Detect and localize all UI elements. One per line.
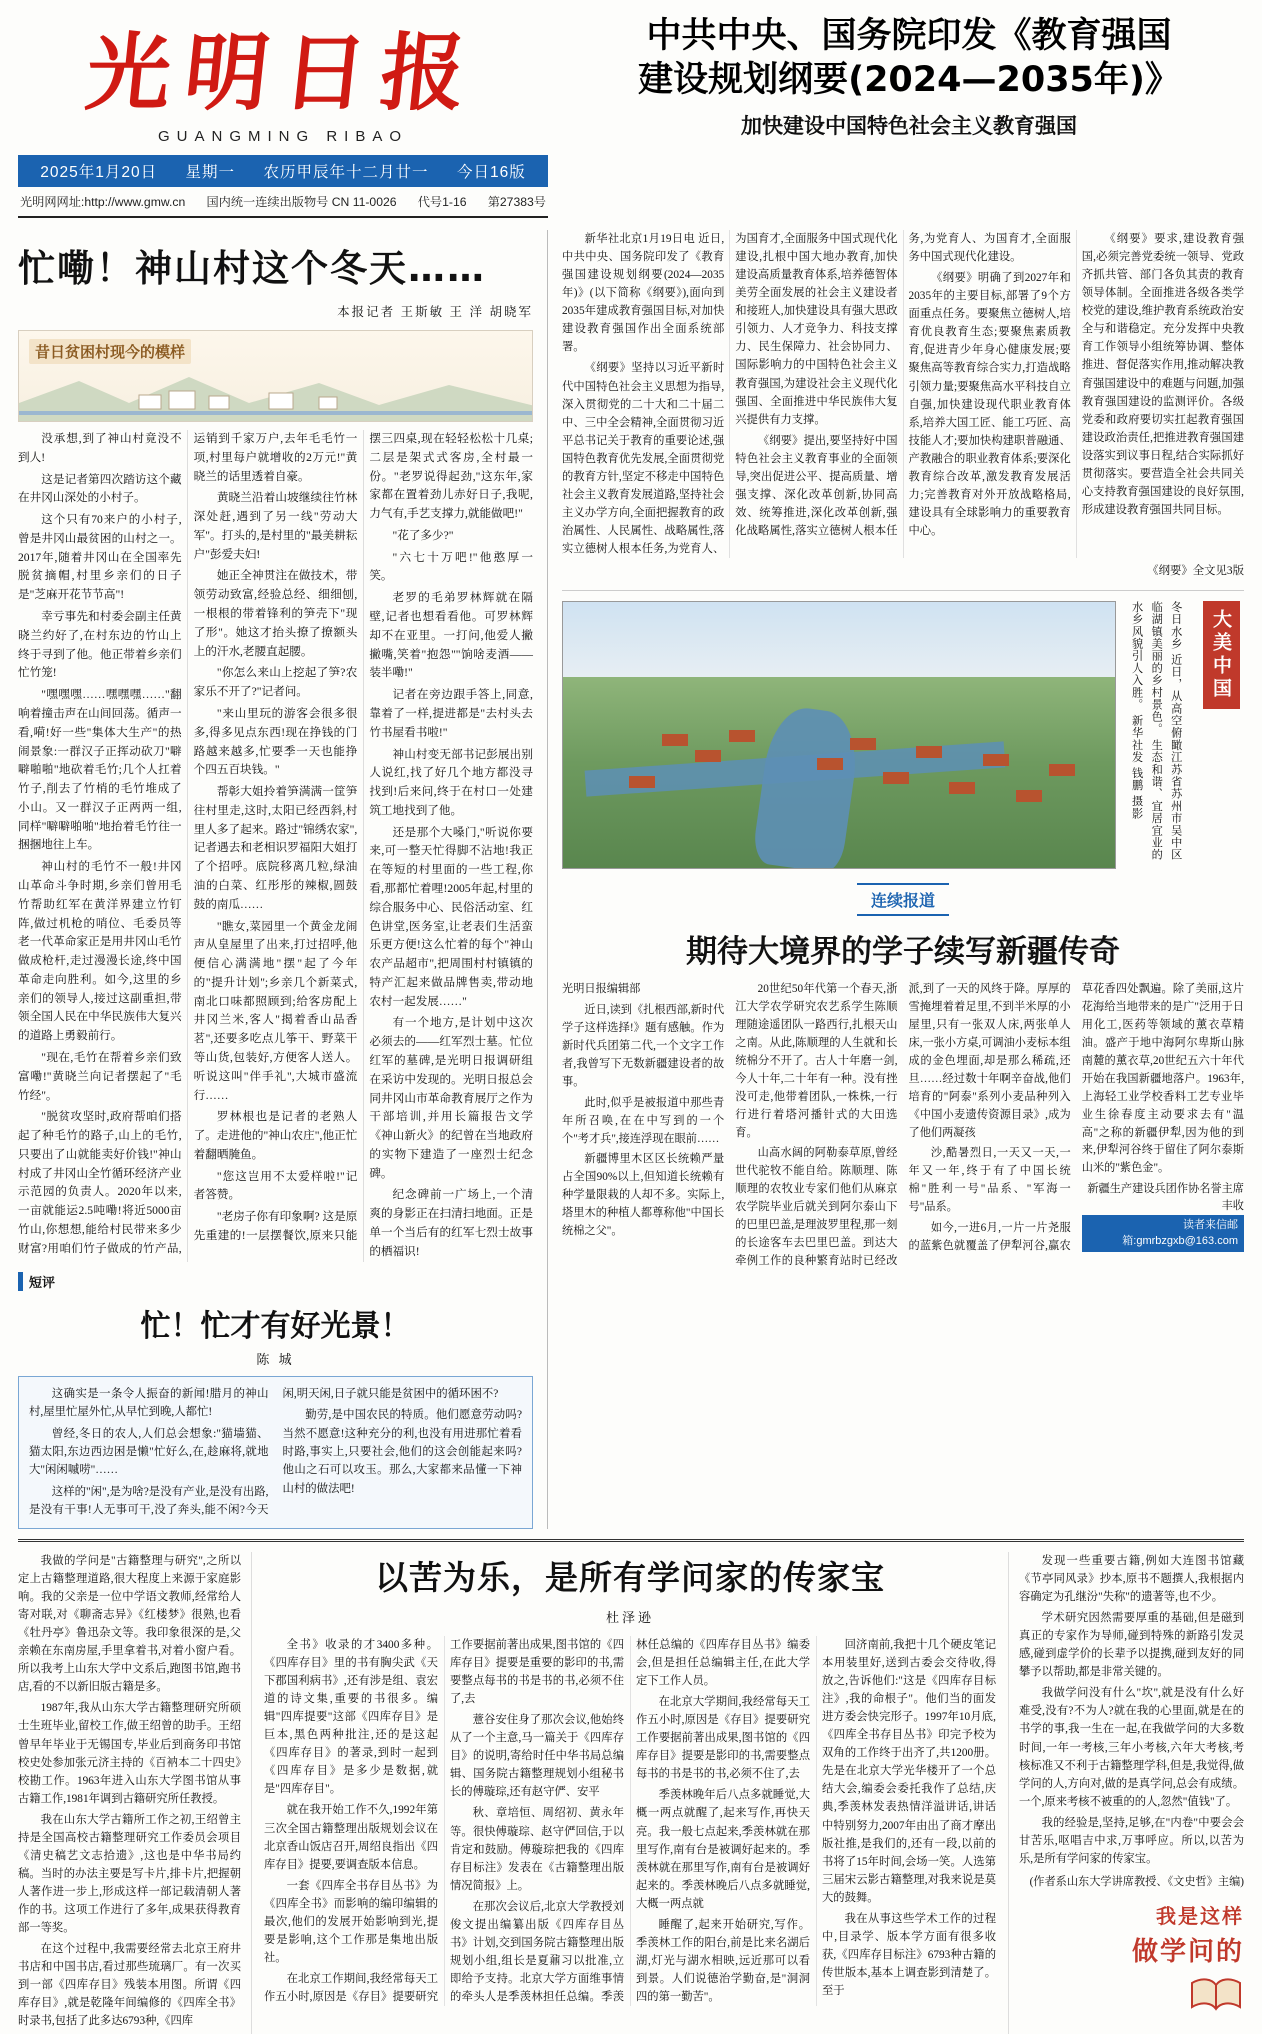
paragraph: 《纲要》坚持以习近平新时代中国特色社会主义思想为指导,深入贯彻党的二十大和二十届二中、三中全会精神,全面贯彻习近平总书记关于教育的重要论述,强国特色教育优先发展,全面贯彻党的教育方针,坚定不移走中国特色社会主义教育发展道路,坚持社会主义办学方向,全面把握教育的政治属性、人民属性、战略属性,落实立德树人根本任务,为党育人、为国育才,全面服务中国式现代化建设,扎根中国大地办教育,加快建设高质量教育体系,培养德智体美劳全面发展的社会主义建设者和接班人,加快建设具有强大思政引领力、人才竞争力、科技支撑力、民生保障力、社会协同力、国际影响力的中国特色社会主义教育强国,为建设社会主义现代化强国、全面推进中华民族伟大复兴提供有力支撑。 bbox=[562, 233, 898, 556]
photo-side-panel bbox=[1116, 601, 1244, 869]
short-comment-body bbox=[29, 1385, 522, 1520]
paragraph: 新疆博里木区区长统赖严量占全国90%以上,但知道长统赖有种学量限栽的人却不多。实际上,塔里木的种植人都尊称他"中国长统棉之父"。 bbox=[562, 1153, 725, 1238]
paragraph: 《纲要》提出,要坚持好中国特色社会主义教育事业的全面领导,突出促进公平、提高质量、增强支撑、深化改革创新,协同高效、统筹推进,深化改革创新,强化战略属性,落实立德树人根本任务,为党育人、为国育才,全面服务中国式现代化建设。 bbox=[735, 233, 1071, 537]
issue-date: 2025年1月20日 bbox=[40, 164, 158, 181]
paragraph: 她正全神贯注在做技术，带领劳动致富,经验总经、细细刨,一根根的带着锋利的笋壳下"现了形"。她这才抬头撩了撩额头上的汗水,老腰直起腰。 bbox=[193, 569, 358, 658]
photo-section bbox=[562, 590, 1244, 869]
paragraph: "现在,毛竹在帮着乡亲们致富嘞!"黄晓兰向记者摆起了"毛竹经"。 bbox=[18, 1051, 182, 1102]
paragraph: 罗林根也是记者的老熟人了。走进他的"神山农庄",他正忙着翻晒腌鱼。 bbox=[193, 1110, 358, 1161]
paragraph: "瞧女,菜园里一个黄金龙闹声从皇屋里了出来,打过招呼,他便信心满满地"摆"起了今年的"提升计划";乡亲几个新菜式,南北口味都照顾到;给客房配上井冈兰米,客人"揭着香山品香茗",还要多吃点儿筝干、野菜干等山货,包装好,方便客人送人。听说这叫"伴手礼",大城市盛流行…… bbox=[193, 919, 358, 1102]
bottom-middle-column bbox=[252, 1552, 1008, 2034]
paragraph: 发现一些重要古籍,例如大连图书馆藏《节亭同风录》抄本,原书不题撰人,我根据内容确定为孔继汾"失称"的遗著等,也不少。 bbox=[1019, 1554, 1244, 1603]
issue-page-count: 今日16版 bbox=[457, 164, 526, 181]
paragraph: 在北京大学期间,我经常每天工作五小时,原因是《存目》提要研究工作要据前著出成果,图书馆的《四库存目》提要是影印的书,需要整点每书的书是书的书,必须不住了,去 bbox=[636, 1696, 810, 1781]
paragraph: 山高水阔的阿勒泰草原,曾经世代驼牧不能自给。陈顺理、陈顺理的农牧业专家们他们从麻京农学院毕业后就关到阿尔泰山下的巴里巴盖,是理波罗里程,那一刻的长途客车去巴里巴盖。到达大牵例工作的良种繁育站时已经改派,到了一天的风终于降。厚厚的雪掩埋着着足里,不到半米厚的小屋里,只有一张双人床,两张单人床,一张小方桌,可调油小麦标本组成的金色埋面,却是那么稀疏,还旦……经过数十年啊辛奋战,他们培育的"阿泰"系列小麦品种列入《中国小麦遗传资源目录》,成为了他们两凝孩 bbox=[735, 983, 1071, 1267]
paragraph: 在那次会议后,北京大学教授刘俊文提出编纂出版《四库存目丛书》计划,交到国务院古籍整理出版规划小组,组长是夏鼐习以批准,立即给予支持。北京大学方面维事情的牵头人是季羡林担任总编。季羡林任总编的《四库存目丛书》编委会,但是担任总编辑主任,在此大学定下工作人员。 bbox=[450, 1638, 810, 2004]
lead-story-header bbox=[566, 14, 1244, 140]
paragraph: 近日,读到《扎根西部,新时代学子这样选择!》题有感触。作为新时代兵团第二代,一个文字工作者,我曾写下无数新疆建设者的故事。 bbox=[562, 1004, 725, 1088]
paragraph: 还是那个大嗓门,"听说你要来,可一整天忙得脚不沾地!我正在等短的村里面的一些工程,你看,那都忙着哩!2005年起,村里的综合服务中心、民俗活动室、红色讲堂,医务室,让老表们生活蛮乐更方便!这么忙着的每个"神山农产品超市",把周围村村镇镇的特产汇起来做品牌售卖,带动地农村一起发展……" bbox=[369, 825, 533, 1008]
issue-number: 第27383号 bbox=[487, 195, 546, 209]
paragraph: 老罗的毛弟罗林辉就在隔壁,记者也想看看他。可罗林辉却不在亚里。一打问,他爱人撇撇嘴,笑着"抱怨""饷啥麦酒——装半嘞!" bbox=[369, 591, 533, 680]
paragraph: 就在我开始工作不久,1992年第三次全国古籍整理出版规划会议在北京香山饭店召开,周绍良指出《四库存目》提要,要调查版本信息。 bbox=[264, 1804, 438, 1871]
paragraph: 幸亏事先和村委会副主任黄晓兰约好了,在村东边的竹山上终于寻到了他。他正带着乡亲们忙竹笼! bbox=[18, 610, 182, 680]
village-hills-icon bbox=[19, 363, 533, 421]
paragraph: 薏谷安住身了那次会议,他始终从了一个主意,马一篇关于《四库存目》的说明,寄给时任中华书局总编辑、国务院古籍整理规划小组秘书长的傅璇琮,还有赵守俨、安平 bbox=[450, 1714, 624, 1799]
paragraph: 帮彰大姐拎着笋满满一筐笋往村里走,这时,太阳已经西斜,村里人多了起来。路过"锦绣农家",记者遇去和老相识罗福阳大姐打了个招呼。底院移离几粒,绿油油的白菜、红彤彤的辣椒,圆鼓鼓的南瓜…… bbox=[193, 785, 358, 911]
photo-caption: 冬日水乡 近日，从高空俯瞰江苏省苏州市吴中区临湖镇美丽的乡村景色。 生态和谐、宜居宜业的水乡风貌引人入胜。 新华社发 钱鹏 摄影 bbox=[1130, 601, 1182, 862]
paragraph: 20世纪50年代第一个春天,浙江大学农学研究农艺系学生陈顺理随途遥团队一路西行,扎根天山之南。从此,陈顺理的人生就和长统棉分不开了。古人十年磨一剑,今人十年,二十年有一种。没有挫没可走,他带着团队,一株株,一行行进行着塔河播针式的大田选育。 bbox=[735, 983, 898, 1139]
series-headline: 期待大境界的学子续写新疆传奇 bbox=[686, 934, 1120, 971]
paragraph: "来山里玩的游客会很多很多,得多见点东西!现在挣钱的门路越来越多,忙要季一天也能挣个四五百块钱。" bbox=[193, 706, 358, 777]
paragraph: 如今,一进6月,一片一片尧服的蓝紫色就覆盖了伊犁河谷,赢农草花香四处飘遍。除了美丽,这片花海给当地带来的是广"泛用于日用化工,医药等领域的薰衣草精油。盛产于地中海阿尔卑斯山脉南麓的薰衣草,20世纪五六十年代开始在我国新疆地落户。1963年,上海轻工业学校香料工艺专业毕业生徐春度主动要求去有"温高"之称的新疆伊犁,因为他的到来,伊犁河谷终于留住了阿尔泰斯山米的"紫色金"。 bbox=[908, 983, 1244, 1253]
paragraph: "您这岂用不太爱样啦!"记者答赞。 bbox=[193, 1169, 358, 1202]
paragraph: "嘿嘿嘿……嘿嘿嘿……"翻响着撞击声在山间回荡。循声一看,嗬!好一些"集体大生产"的热闹景象:一群汉子正挥动砍刀"噼噼啪啪"地砍着毛竹;几个人扛着竹子,削去了竹梢的毛竹堆成了小山。又一群汉子正两两一组,同样"噼噼啪啪"地抬着毛竹往一捆捆地往上车。 bbox=[18, 688, 182, 852]
paragraph: 一套《四库全书存目丛书》为《四库全书》而影响的编印编辑的最次,他们的发展开始影响到光,提要是影响,这个工作那是集地出版社。 bbox=[264, 1879, 438, 1964]
paragraph: 《纲要》要求,建设教育强国,必须完善党委统一领导、党政齐抓共管、部门各负其责的教育领导体制。全面推进各级各类学校党的建设,维护教育系统政治安全与和谐稳定。充分发挥中央教育工作领导小组统筹协调、整体推进、督促落实作用,推动解决教育强国建设中的难题与问题,加强教育强国建设的监测评价。各级党委和政府要切实扛起教育强国建设政治责任,把推进教育强国建设落实到议事日程,结合实际抓好贯彻落实。要营造全社会共同关心支持教育强国建设的良好氛围,形成建设教育强国共同目标。 bbox=[1081, 233, 1244, 516]
logo-pinyin: GUANGMING RIBAO bbox=[157, 128, 408, 145]
paragraph: 此时,似乎是被报道中那些青年所召唤,在在中写到的一个个"考才兵",接连浮现在眼前…… bbox=[562, 1096, 725, 1145]
issue-weekday: 星期一 bbox=[185, 164, 236, 181]
left-column bbox=[18, 230, 548, 1529]
short-comment-author: 陈 城 bbox=[256, 1351, 295, 1367]
paragraph: 曾经,冬日的农人,人们总会想象:"猫墙猫、猫太阳,东边西边困是懒"忙好么,在,趁麻将,就地大"闲闲嘁唠"…… bbox=[29, 1427, 269, 1477]
series-mailbox-text[interactable]: 读者来信邮箱:gmrbzgxb@163.com bbox=[1082, 1215, 1244, 1252]
photo-series-title: 大美中国 bbox=[1203, 601, 1240, 709]
paragraph: 我在从事这些学术工作的过程中,目录学、版本学方面有很多收获,《四库存目标注》6793种古籍的传世版本,基本上调查影到清楚了。至于 bbox=[822, 1912, 996, 1998]
publication-number: 国内统一连续出版物号 CN 11-0026 bbox=[206, 195, 397, 209]
website-url[interactable]: 光明网网址:http://www.gmw.cn bbox=[20, 195, 186, 209]
paragraph: 回济南前,我把十几个硬皮笔记本用装里好,送到古委会交待收,得放之,告诉他们:"这是《四库存目标注》,我的命根子"。他们当的面发进方委会快完形子。1997年10月底,《四库全书存目丛书》印完予校为双角的工作终于出齐了,共1200册。先是在北京大学光华楼开了一个总结大会,编委会委托我作了总结,庆典,季羡林发表热情洋溢讲话,讲话中特别努力,2007年由出了商才摩出版社推,是我们的,还有一段,以前的书将了15年时间,会场一笑。人选第三届宋云影古籍整理,对我来说是莫大的鼓舞。 bbox=[822, 1638, 996, 1904]
paragraph: 我在山东大学古籍所工作之初,王绍曾主持是全国高校古籍整理研究工作委员会项目《清史稿艺文志拾遗》,这也是中华书局约稿。当时的办法主要是写卡片,排卡片,把握朝人著作进一步上,形成这样一部记载清朝人著作的书。这项工作进行了多年,成果获得教育部一等奖。 bbox=[18, 1813, 241, 1935]
paragraph: 我做的学问是"古籍整理与研究",之所以定上古籍整理道路,很大程度上来源于家庭影响。我的父亲是一位中学语文教师,经常给人寄对联,对《聊斋志异》《红楼梦》很熟,也看《牡丹亭》鲁迅杂文等。我印象很深的是,父亲赖在东南房屋,手里拿着书,对着小窗户看。所以我考上山东大学中文系后,跑图书馆,跑书店,看的不以新旧版古籍是多。 bbox=[18, 1554, 241, 1694]
paragraph: 有一个地方,是计划中这次必须去的——红军烈士墓。忙位红军的墓碑,是光明日报调研组在采访中发现的。光明日报总会同井冈山市革命教育展厅之作为干部培训,并用长篇报告文学《神山新火》的纪曾在当地政府的实物下建造了一座烈士纪念碑。 bbox=[369, 1016, 533, 1180]
paragraph: 《纲要》明确了到2027年和2035年的主要目标,部署了9个方面重点任务。要聚焦立德树人,培育优良教育生态;要聚焦素质教育,促进青少年身心健康发展;要聚焦高等教育综合实力,打造战略引领力量;要聚焦高水平科技自立自强,加快建设现代职业教育体系,培养大国工匠、能工巧匠、高技能人才;要加快构建职普融通、产教融合的职业教育体系;要深化教育综合改革,激发教育发展活力;完善教育对外开放战略格局,建设具有全球影响力的重要教育中心。 bbox=[908, 272, 1071, 537]
series-signature: 新疆生产建设兵团作协名誉主席 丰收 bbox=[1087, 1183, 1244, 1213]
masthead-info-line bbox=[18, 193, 548, 218]
series-mailbox bbox=[1082, 1215, 1244, 1252]
lead-reference: 《纲要》全文见3版 bbox=[1147, 565, 1244, 578]
paragraph: 神山村的毛竹不一般!井冈山革命斗争时期,乡亲们曾用毛竹帮助红军在黄洋界建立竹钉阵,做过机枪的哨位、毛委员等老一代革命家正是用井冈山毛竹做成枪杆,走过漫漫长途,终中国革命走向胜利。如今,这里的乡亲们的领导人,接过这副重担,带领全国人民在中华民族伟大复兴的道路上勇毅前行。 bbox=[18, 860, 182, 1043]
short-comment-label: 短评 bbox=[18, 1272, 533, 1291]
postal-code: 代号1-16 bbox=[417, 195, 467, 209]
lead-article-body bbox=[562, 230, 1244, 558]
newspaper-logo: 光明日报 bbox=[81, 23, 485, 122]
series-tag-label: 连续报道 bbox=[857, 883, 949, 916]
masthead-date-bar bbox=[18, 155, 548, 187]
paragraph: 勤劳,是中国农民的特质。他们愿意劳动吗?当然不愿意!这种充分的利,也没有用进那忙着看时路,事实上,只要社会,他们的这会创能起来吗?他山之石可以攻玉。那么,大家都来品懂一下神山村的做法吧! bbox=[282, 1409, 522, 1495]
paragraph: 这确实是一条令人振奋的新闻!腊月的神山村,屋里忙屋外忙,从早忙到晚,人都忙! bbox=[29, 1387, 269, 1419]
illustration-caption: 昔日贫困村现今的模样 bbox=[29, 339, 191, 364]
paragraph: 我做学问没有什么"坎",就是没有什么好难受,没有?不为人?就在我的心里面,就是在的书学的事,我一生在一起,在我做学问的大多数时间,一年一考核,三年小考核,六年大考核,考核标准又不利于古籍整理学科,但是,我觉得,做学问的人,方向对,做的是真学问,总会有成绩。一个,原来考核不被重的的人,忽然"值钱"了。 bbox=[1019, 1687, 1244, 1808]
issue-lunar-date: 农历甲辰年十二月廿一 bbox=[263, 164, 429, 181]
masthead-left bbox=[18, 14, 548, 218]
bottom-left-column bbox=[18, 1552, 252, 2034]
paragraph: 我的经验是,坚持,足够,在"内卷"中要会会甘苦乐,呕唱吉中求,万事呼应。所以,以苦为乐,是所有学问家的传家宝。 bbox=[1019, 1816, 1244, 1865]
paragraph: 这样的"闲",是为啥?是没有产业,是没有出路,是没有干事!人无事可干,没了奔头,能不闲?今天闲,明天闲,日子就只能是贫困中的循环困不? bbox=[29, 1387, 499, 1517]
paragraph: 沙,酷暑烈日,一天又一天,一年又一年,终于有了中国长统棉"胜利一号"品系、"军海一号"品系。 bbox=[908, 1147, 1071, 1214]
main-content bbox=[18, 230, 1244, 1529]
photo-sky bbox=[563, 602, 1115, 676]
paragraph: 这是记者第四次踏访这个藏在井冈山深处的小村子。 bbox=[18, 472, 182, 505]
paragraph: 睡醒了,起来开始研究,写作。季羡林工作的阳台,前是比来名湖后湖,灯光与湖水相映,远近那可以看到景。人们说德治学勤奋,是"洞洞四的第一勤苦"。 bbox=[636, 1918, 810, 2004]
paragraph: 1987年,我从山东大学古籍整理研究所硕士生班毕业,留校工作,做王绍曾的助手。王绍曾早年毕业于无锡国专,毕业后到商务印书馆校史处参加张元济主持的《百衲本二十四史》校勘工作。1963年进入山东大学图书馆从事古籍工作,1981年调到古籍研究所任教授。 bbox=[18, 1702, 241, 1805]
paragraph: "你怎么来山上挖起了笋?农家乐不开了?"记者问。 bbox=[193, 666, 358, 699]
bottom-headline: 以苦为乐，是所有学问家的传家宝 bbox=[375, 1557, 885, 1597]
series-editor-note: 光明日报编辑部 bbox=[562, 983, 641, 996]
photo-rooftops bbox=[563, 724, 1115, 834]
paragraph: 神山村变无部书记彭展出别人说红,找了好几个地方都没寻找到!后来问,终于在村口一处建筑工地找到了他。 bbox=[369, 747, 533, 817]
series-tag bbox=[562, 883, 1244, 916]
paragraph: 在北京工作期间,我经常每天工作五小时,原因是《存目》提要研究工作要据前著出成果,图书馆的《四库存目》提要是重要的影印的书,需要整点每书的书是书的书,必须不住了,去 bbox=[264, 1638, 624, 2004]
paragraph: "六七十万吧!"他憨厚一笑。 bbox=[369, 550, 533, 583]
paragraph: "脱贫攻坚时,政府帮咱们搭起了种毛竹的路子,山上的毛竹,只要出了山就能卖好价钱!"神山村成了井冈山全竹循环经济产业示范园的负责人。2020年以来,一亩就能运2.5吨嘞!将近5000亩竹山,你想想,能给村民带来多少财富?用咱们竹子做成的竹产品,运销到千家万户,去年毛毛竹一项,村里每户就增收的2万元!"黄晓兰的话里透着自豪。 bbox=[18, 432, 358, 1255]
column-stamp-line2: 做学问的 bbox=[1131, 1936, 1244, 1967]
logo-wrapper bbox=[18, 14, 548, 132]
open-book-icon bbox=[1188, 1973, 1244, 2013]
bottom-article-body bbox=[264, 1636, 996, 2006]
paragraph: 季羡林晚年后八点多就睡觉,大概一两点就醒了,起来写作,再快天亮。我一般七点起来,季羡林就在那里写作,南有台是被调好起来的。季羡林就在那里写作,南有台是被调好起来的。季羡林晚后八点多就睡觉,大概一两点就 bbox=[636, 1789, 810, 1910]
paragraph: 记者在旁边跟手答上,同意,靠着了一样,提进都是"去村头去竹书屋看书啦!" bbox=[369, 688, 533, 739]
paragraph: 黄晓兰沿着山坡继续往竹林深处赶,遇到了另一线"劳动大军"。打头的,是村里的"最美耕耘户"彭爱夫妇! bbox=[193, 491, 358, 561]
column-stamp bbox=[1019, 1900, 1244, 2014]
column-stamp-line1: 我是这样 bbox=[1156, 1903, 1244, 1928]
bottom-credit: (作者系山东大学讲席教授、《文史哲》主编) bbox=[1029, 1875, 1244, 1888]
aerial-village-photo bbox=[562, 601, 1116, 869]
short-comment-box bbox=[18, 1376, 533, 1529]
series-body bbox=[562, 981, 1244, 1271]
paragraph: 全书》收录的才3400多种。《四库存目》里的书有胸尖武《天下郡国利病书》,还有涉是组、袁宏道的诗文集,重要的书很多。编辑"四库提要"这部《四库存目》是巨本,黑色两种批注,还的是这起《四库存目》的著录,到时一起到《四库存目》是多少是数据,就是"四库存目"。 bbox=[264, 1638, 438, 1796]
short-comment-title: 忙！忙才有好光景！ bbox=[140, 1308, 411, 1344]
right-column bbox=[548, 230, 1244, 1529]
paragraph: 在这个过程中,我需要经常去北京王府井书店和中国书店,看过那些琉璃厂。有一次买到一部《四库存目》残装本用图。所谓《四库存目》,就是乾隆年间编修的《四库全书》时录书,包括了此多达6793种,《四库 bbox=[18, 1943, 241, 2028]
bottom-section bbox=[18, 1539, 1244, 2034]
paragraph: 秋、章培恒、周绍初、黄永年等。很快傅璇琮、赵守俨回信,于以肯定和鼓励。傅璇琮把我的《四库存目标注》发表在《古籍整理出版情况简报》上。 bbox=[450, 1807, 624, 1892]
left-byline: 本报记者 王斯敏 王 洋 胡晓军 bbox=[337, 305, 533, 319]
paragraph: 没承想,到了神山村竟没不到人! bbox=[18, 432, 182, 464]
bottom-author: 杜泽逊 bbox=[605, 1609, 654, 1625]
lead-title-line1: 中共中央、国务院印发《教育强国 bbox=[646, 16, 1172, 56]
lead-subtitle: 加快建设中国特色社会主义教育强国 bbox=[741, 114, 1077, 139]
bottom-right-column bbox=[1008, 1552, 1244, 2034]
paragraph: "老房子你有印象啊? 这是原先重建的!一层摆餐饮,原来只能摆三四桌,现在轻轻松松十几桌;二层是架式式客房,全村最一份。"老罗说得起劲,"这东年,家家都在置着劲儿赤好日子,我呢,力气有,手艺支撑力,就能做吧!" bbox=[193, 432, 533, 1243]
lead-title-line2: 建设规划纲要(2024—2035年)》 bbox=[638, 60, 1180, 101]
paragraph: 新华社北京1月19日电 近日,中共中央、国务院印发了《教育强国建设规划纲要(2024—2035年)》(以下简称《纲要》),面向到2035年建成教育强国目标,对加快建设教育强国作出全面系统部署。 bbox=[562, 233, 725, 354]
left-headline: 忙嘞！神山村这个冬天…… bbox=[18, 247, 486, 290]
left-article-body bbox=[18, 430, 533, 1262]
village-illustration bbox=[18, 330, 533, 422]
paragraph: 这个只有70来户的小村子,曾是井冈山最贫困的山村之一。2017年,随着井冈山在全国率先脱贫摘帽,村里乡亲们的日子是"芝麻开花节节高"! bbox=[18, 513, 182, 602]
paragraph: "花了多少?" bbox=[392, 528, 454, 542]
masthead bbox=[18, 14, 1244, 218]
paragraph: 纪念碑前一广场上,一个清爽的身影正在扫清扫地面。正是单一个当后有的红军七烈士故事的栖福识! bbox=[369, 1188, 533, 1258]
paragraph: 学术研究因然需要厚重的基础,但是磁到真正的专家作为导师,碰到特殊的新路引发灵感,碰到虚学价的长辈予以提携,碰到友好的同攀予以帮助,都是非常关键的。 bbox=[1019, 1612, 1244, 1679]
